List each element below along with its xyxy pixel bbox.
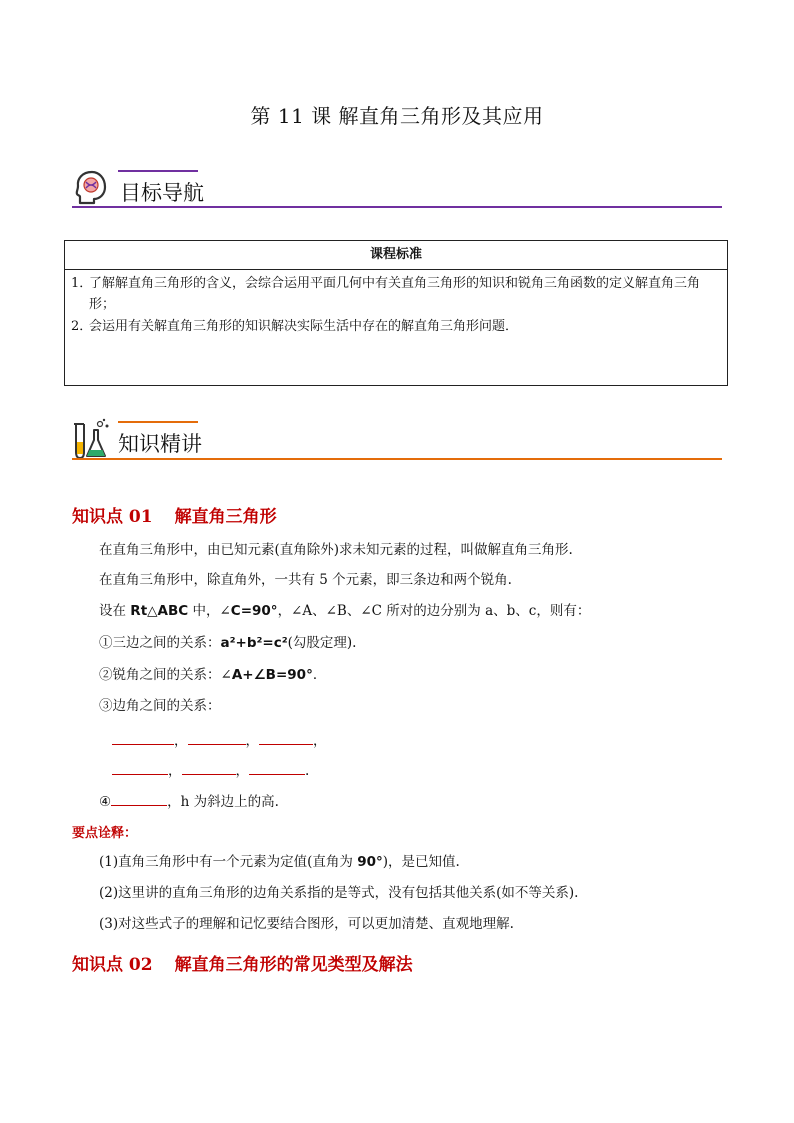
text: )，是已知值. xyxy=(382,854,460,870)
key-points-label: 要点诠释： xyxy=(72,826,138,841)
knowledge-point-heading xyxy=(72,950,413,975)
comma: ， xyxy=(235,763,249,779)
paragraph: 在直角三角形中，由已知元素(直角除外)求未知元素的过程，叫做解直角三角形. xyxy=(99,542,573,558)
comma: ， xyxy=(313,733,327,749)
note-2: (2)这里讲的直角三角形的边角关系指的是等式，没有包括其他关系(如不等关系). xyxy=(99,885,579,901)
page-title: 第 11 课 解直角三角形及其应用 xyxy=(250,104,544,128)
section-divider-short xyxy=(118,170,198,172)
kp-number: 知识点 01 xyxy=(72,507,153,527)
section-divider-long xyxy=(72,458,722,460)
standards-item-1 xyxy=(71,273,721,315)
comma: ， xyxy=(168,763,182,779)
text: ①三边之间的关系： xyxy=(99,635,221,651)
blanks-row-2 xyxy=(112,760,309,780)
section-divider-short xyxy=(118,421,198,423)
text: C=90° xyxy=(230,603,278,619)
standards-item-num: 1． xyxy=(71,276,93,291)
text: (勾股定理). xyxy=(287,635,357,651)
formula: a²+b²=c² xyxy=(220,635,288,651)
curriculum-standards-table xyxy=(64,240,728,386)
text: ④ xyxy=(99,794,112,810)
note-1 xyxy=(99,853,460,871)
kp-title: 解直角三角形的常见类型及解法 xyxy=(174,955,413,975)
flask-icon xyxy=(70,418,110,458)
relation-sides-angles: ③边角之间的关系： xyxy=(99,698,221,714)
section-title-knowledge: 知识精讲 xyxy=(118,432,202,456)
relation-area xyxy=(99,791,279,811)
answer-blank[interactable] xyxy=(112,760,168,775)
answer-blank[interactable] xyxy=(249,760,305,775)
answer-blank[interactable] xyxy=(111,791,167,806)
relation-angles xyxy=(99,666,326,684)
blanks-row-1 xyxy=(112,730,327,750)
knowledge-point-heading xyxy=(72,502,277,527)
section-title-goals: 目标导航 xyxy=(120,181,204,205)
brain-icon xyxy=(72,168,112,208)
paragraph: 在直角三角形中，除直角外，一共有 5 个元素，即三条边和两个锐角. xyxy=(99,572,512,588)
period: . xyxy=(305,763,310,779)
text: ． xyxy=(312,667,327,683)
kp-title: 解直角三角形 xyxy=(174,507,277,527)
answer-blank[interactable] xyxy=(112,730,174,745)
answer-blank[interactable] xyxy=(182,760,236,775)
note-3: (3)对这些式子的理解和记忆要结合图形，可以更加清楚、直观地理解. xyxy=(99,916,514,932)
paragraph xyxy=(99,602,590,620)
standards-header: 课程标准 xyxy=(65,241,727,270)
text: ，h 为斜边上的高. xyxy=(167,794,279,810)
text: 90° xyxy=(357,854,383,870)
text: Rt△ABC xyxy=(130,603,189,619)
answer-blank[interactable] xyxy=(259,730,313,745)
comma: ， xyxy=(174,733,188,749)
relation-sides xyxy=(99,634,356,652)
text: ②锐角之间的关系：∠ xyxy=(99,667,232,683)
standards-item-num: 2． xyxy=(71,319,93,334)
text: 设在 xyxy=(99,603,131,619)
standards-item-text: 会运用有关解直角三角形的知识解决实际生活中存在的解直角三角形问题． xyxy=(89,319,519,334)
standards-item-2 xyxy=(71,316,721,337)
kp-number: 知识点 02 xyxy=(72,955,153,975)
answer-blank[interactable] xyxy=(188,730,246,745)
comma: ， xyxy=(245,733,259,749)
standards-item-text: 了解解直角三角形的含义，会综合运用平面几何中有关直角三角形的知识和锐角三角函数的定义解直角三角形； xyxy=(89,276,701,312)
text: ，∠A、∠B、∠C 所对的边分别为 a、b、c，则有： xyxy=(277,603,591,619)
formula: A+∠B=90° xyxy=(231,667,313,683)
section-divider-long xyxy=(72,206,722,208)
text: 中，∠ xyxy=(188,603,231,619)
text: (1)直角三角形中有一个元素为定值(直角为 xyxy=(99,854,358,870)
